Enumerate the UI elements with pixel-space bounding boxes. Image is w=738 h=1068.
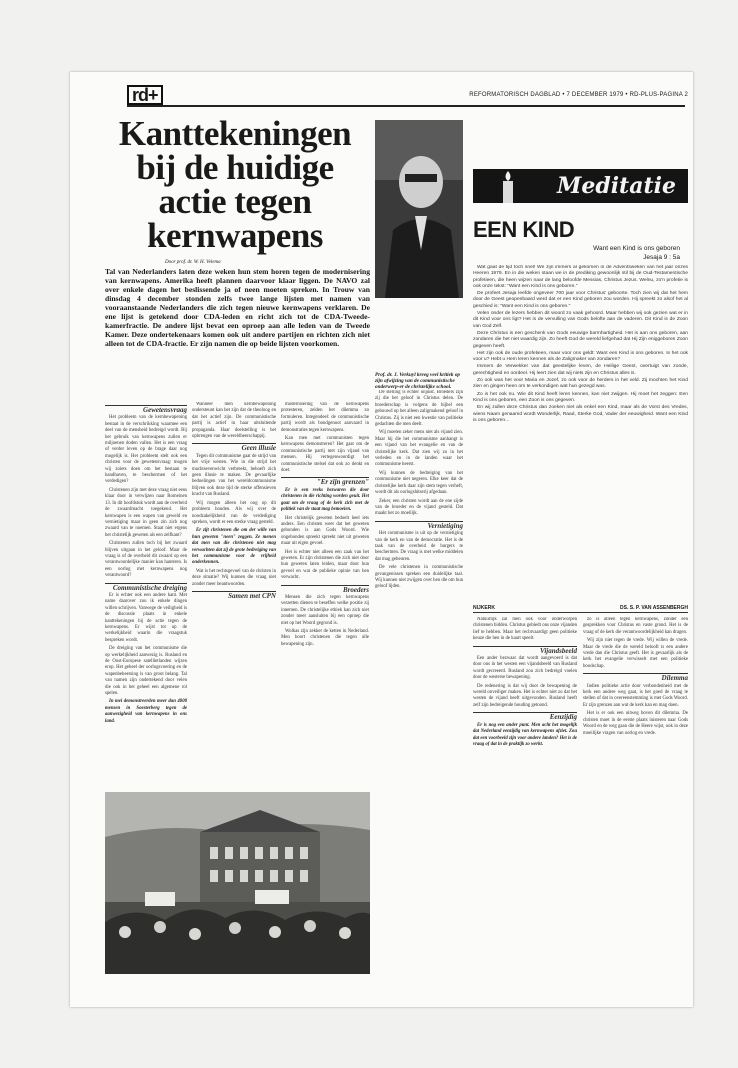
signature-place: NIJKERK [473,605,495,611]
paragraph: Christenen zullen toch bij het zwaard blijven uitgaan in het geloof. Maar de vraag is of de overheid dit zwaard op een verantwoordelijke manier kan hanteren. Is een oorlog met kernwapens nog verantwoord? [105,541,187,579]
paragraph: Zo ook was het voor Maria en Jozef, zo ook voor de herders in het veld. Zij mochten het Kind zien en gingen heen om te verkondigen wat hun gezegd was. [473,378,688,390]
subhead-dilemma: Dilemma [583,673,688,681]
paragraph: modernisering van de kernwapens protesteren, zelden het dilemma zo formuleren. Integendeel: de communistische partij wordt als bondgenoot aanvaard in demonstraties tegen kernwapens. [281,402,369,433]
paragraph: Er zijt christenen die om der wille van hun geweten "neen" zeggen. Ze menen dat men van die christenen niet mag verwachten dat zij de grote bedreiging van het communisme voor de vrijheid onderkennen. [192,528,276,566]
paragraph: Wij moeten zeker mens niet als vijand zien. Maar hij die het communisme aanhangt is een vijand van het evangelie en van de christelijke kerk. Dat zien wij zo in het verleden en in de landen waar het communisme heerst. [375,430,463,468]
paragraph: Indien politieke actie door verbondenheid met de kerk een andere weg gaat, is het goed de vraag te stellen of dat in overeenstemming is met Gods Woord. Er zijn grenzen aan wat de kerk kan en mag doen. [583,683,688,708]
paragraph: Kan men met communisten tegen kernwapens demonstreren? Het gaat om de communistische partij met zijn vijand van mensen. Hij vertegenwoordigt het communistische stelsel dat ook zo denkt en doet. [281,436,369,474]
paragraph: Het is er ook een uitweg boven dit dilemma. De christen moet in de eerste plaats luisteren naar Gods Woord en de weg gaan die de Heere wijst, ook in deze moeilijke vragen van oorlog en vrede. [583,711,688,736]
header-rule [127,105,685,107]
rally-photo-image [105,792,370,974]
paragraph: Wij mogen alleen het oog op dit probleem houden. Als wij over de noodzakelijkheid van de verdediging spreken, wordt er een sterke vraag gesteld. [192,500,276,525]
professor-caption: Prof. dr. J. Verkuyl kreeg veel kritiek op zijn afwijzing van de communistische onderwerp-er de christelijke school. [375,372,461,391]
meditatie-verse [480,244,680,262]
paragraph: Het zijn ook de oude profetieen, maar voor ons geldt: Want een Kind is ons geboren. Is het ook voor u? Hebt u Hem leren kennen als de Zaligmaker van zondaren? [473,350,688,363]
paragraph: Christenen zijn met deze vraag niet eens klaar door in verwijzen naar Romeinen 13. In dit hoofdstuk wordt aan de overheid de zwaardmacht toegekend. Het kernwapen is een wapen van geweld en vernietiging maar in geen zin zich nog zwaard van te noemen. Staat niet ergens het christelijk geweten als een zelfkant? [105,487,187,538]
professor-photo-image [375,120,463,298]
paragraph: Er is een reeks bezwaren die door christenen in die richting worden geuit. Het gaat om de vraag of de kerk zich met de politiek van de staat mag bemoeien. [281,487,369,513]
professor-photo [375,120,463,298]
logo-text: rd+ [127,85,163,105]
rally-photo [105,792,370,974]
paragraph: De stelling is echter onjuist. Broeders zijn zij die het geloof in Christus delen. De broederschap is volgens de bijbel een gebouwd op het alleen zaligmakend geloof in Christus. Zij is niet een kwestie van politieke gedachten die men deelt. [375,390,463,428]
subhead-eenzijdig: Eenzijdig [473,712,577,720]
article-column-5 [473,617,577,997]
paragraph: Wij kunnen de bedreiging van het communisme niet negeren. Elke keer dat de christelijke kerk daar zijn stem tegen verheft, wordt dit als oorlogshitserij afgedaan. [375,470,463,496]
paragraph: Het communisme is uit op de vernietiging van de kerk en van de democratie. Het is de taak van de overheid de burgers te beschermen. De vraag is met welke middelen dat mag gebeuren. [375,531,463,562]
subhead-vijandsbeeld: Vijandsbeeld [473,646,577,654]
subhead-geen-illusie: Geen illusie [192,443,276,451]
article-byline: Door prof. dr. W. H. Velema [165,260,221,265]
meditatie-signature [473,605,688,611]
article-column-1 [105,402,187,762]
paragraph: Tegen dit communisme gaat de strijd van het vrije westen. Wie in die strijd het machtsevenwicht verbreekt, behoeft zich geen illusie te maken. De gevaarlijke bedoelingen van het wereldcommunisme blijven ook deze tijd de sterke offensieven kracht van Rusland. [192,453,276,498]
paragraph: Natuurlijk zal men ook voor onderworpen christenen bidden. Christus gebiedt ons onze vijanden lief te hebben. Maar het rechtvaardigt geen politieke keuze die hen in de kaart speelt. [473,617,577,642]
article-headline: Kanttekeningen bij de huidige actie tegen kernwapens [118,114,352,255]
subhead-broeders: Broeders [281,585,369,593]
paragraph: De profeet Jesaja leefde ongeveer 700 jaar voor Christus' geboorte. Toch zien wij dat het hem door de Geest geopenbaard werd dat er een Kind geboren zou worden. Hij spreekt zo alsof het al geschied is: "Want een Kind is ons geboren." [473,291,688,309]
meditatie-title: EEN KIND [473,217,575,242]
paragraph: Deze Christus is een geschenk van Gods eeuwige barmhartigheid. Het is aan ons geboren, aan zondaren die het niet waardig zijn. Zo heeft God de wereld liefgehad dat Hij Zijn eniggeboren Zoon gegeven heeft. [473,330,688,349]
candle-icon [481,169,541,203]
page-header-meta: REFORMATORISCH DAGBLAD • 7 DECEMBER 1979 • RD-PLUS-PAGINA 2 [469,92,688,98]
subhead-samen-met-cpn: Samen met CPN [192,591,276,599]
newspaper-page [70,72,693,1007]
paragraph: Wolkas zijn zekker de ketten in Nederland. Men hoort christenen die tegen alle bewapening zijn. [281,629,369,647]
paragraph: Velen onder de lezers hebben dit woord zo vaak gehoord. Maar hebben wij ook gezien wat er in dit Kind voor ons ligt? Het is de vervulling van Gods belofte aan de vaderen. Dit Kind is de Zoon van God Zelf. [473,311,688,329]
subhead-communistische-dreiging: Communistische dreiging [105,583,187,591]
subhead-er-zijn-grenzen: "Er zijn grenzen" [281,477,369,485]
article-column-2 [192,402,276,787]
meditatie-banner [473,169,688,203]
paragraph: Wat gaat de tijd toch snel! We zijn immers al gekomen in de Adventsweken van het jaar onzes Heeren 1979. En in die weken staan we in de prediking gewoonlijk stil bij de Oud-Testamentische profetieen, die heen wijzen naar de lang beloofde Messias, Christus Jezus. Welnu, zo'n profetie is ook onze tekst: "Want een Kind is ons geboren." [473,265,688,289]
subhead-gewetensvraag: Gewetensvraag [105,405,187,413]
meditatie-separator [473,612,688,613]
paragraph: Mensen die zich tegen kernwapens verzetten dienen te beseffen welke positie zij innemen. De christelijke ethiek kan zich niet zonder meer aansluiten bij een oproep die niet op het Woord gegrond is. [281,594,369,626]
paragraph: De redenering is dat wij door de bewapening de wereld onveiliger maken. Het is echter niet zo dat het westen de vijand heeft uitgevonden. Rusland heeft zelf zijn bedreigende houding getoond. [473,683,577,708]
paragraph: Het is echter niet alleen een zaak van het geweten. Er zijn christenen die zich niet door hun geweten laten leiden, maar door hun gevoel en wat de publieke opinie van hen verwacht. [281,549,369,581]
paragraph: Immers de Verwekker van dat geestelijke leven, de Heilige Geest, overtuigt van zonde, gerechtigheid en oordeel. Hij leert zien dat wij niets zijn en Christus alles is. [473,364,688,376]
signature-author: DS. S. P. VAN ASSENBERGH [620,605,688,611]
paragraph: Zeker, een christen wordt aan de ene zijde van de broeder en de vijand gesteld. Dat maakt het zo moeilijk. [375,498,463,517]
article-intro: Tal van Nederlanders laten deze weken hun stem horen tegen de modernisering van kernwapens. Amerika heeft plannen daarvoor klaar liggen. De NAVO zal over enkele dagen het beslissende ja of neen moeten spreken. In Trouw van dinsdag 4 december stonden zelfs twee lange lijsten met namen van vooraanstaande Nederlanders die zich tegen nieuwe kernwapens verklaren. De ene lijst is getekend door CDA-leden en richt zich tot de CDA-Tweede-kamerfractie. De andere lijst bevat een oproep aan alle leden van de Tweede Kamer. Deze ondertekenaars komen ook uit andere partijen en richten zich niet alleen tot de CDA-fractie. Er zijn namen die op beide lijsten voorkomen. [105,267,370,348]
meditatie-banner-title: Meditatie [556,173,676,199]
paragraph: Er is echter ook een andere kant. Met name daarover zou ik enkele dingen willen schrijven. Vanwege de veiligheid is de discussie plaats in enkele kanttekeningen bij de actie tegen de kernwapens. Er wijst tot op de werkelijkheid waarin die vraagstuk bespreken wordt. [105,592,187,643]
meditatie-body [473,265,688,595]
rally-caption: In mei demonstreerden meer dan 4000 mensen in Soesterberg tegen de aanwezigheid van kernwapens in ons land. [105,699,187,724]
paragraph: Het christelijk geweten bedoelt heel iets anders. Een christen weet dat het geweten gebonden is aan Gods Woord. Wie ongebonden spreekt spreekt niet uit geweten maar uit eigen gevoel. [281,515,369,547]
paragraph: Het probleem van de kernbewapening bestaat in de verschrikking waarmee een deel van de mensheid bedreigd wordt. Bij het gebruik van kernwapens zullen er miljoenen doden vallen. Het is een vraag of verder leven op de brage daar nog mogelijk is. Het probleem stelt ook een christen voor de gewetensvraag: mogen wij zoiets doen om het bestaan te handhaven, te beschermen of het verdedigen? [105,415,187,485]
subhead-vernietiging: Vernietiging [375,521,463,529]
paragraph: Zo is het ook nu. Wie dit Kind heeft leren kennen, kan niet zwijgen. Hij moet het zeggen: Een Kind is ons geboren, een Zoon is ons gegeven. [473,391,688,403]
paragraph: Wat is het rechtsgevoel van de christen in deze situatie? Wij kunnen die vraag niet zonder meer beantwoorden. [192,568,276,587]
paragraph: Wanneer men kernbewapening ondersteunt kan het zijn dat de theoloog en dat het actief zijn. De communistische partij is actief in haar uitsluitende propaganda. Haar doelstelling is het opbrengen van de wereldheerschappij. [192,402,276,440]
article-column-6 [583,617,688,997]
verse-line: Want een Kind is ons geboren [593,245,680,252]
paragraph: En wij zullen deze Christus dan zoeken niet als enkel een Kind, maar als de Vorst des Vredes, wiens Naam genaamd wordt Wonderlijk, Raad, Sterke God, Vader der eeuwigheid. Want een Kind is ons geboren... [473,405,688,423]
paragraph: Er is nog een ander punt. Men acht het mogelijk dat Nederland eenzijdig van kernwapens afziet. Zou dat een voorbeeld zijn voor andere landen? Het is de vraag of dat in de praktijk zo werkt. [473,722,577,747]
paragraph: Wij zijn niet tegen de vrede. Wij willen de vrede. Maar de vrede die de wereld belooft is een andere vrede dan die Christus geeft. Het is gevaarlijk als de kerk het evangelie verwisselt met een politieke boodschap. [583,638,688,669]
verse-reference: Jesaja 9 : 5a [643,254,680,261]
rd-plus-logo [127,85,191,105]
article-column-3 [281,402,369,787]
paragraph: zo is alleen tegen kernwapens, zonder een gesprekken voor Christus en vaste grond. Het is de vraag of de kerk die verantwoordelijkheid kan dragen. [583,617,688,635]
article-column-4 [375,390,463,785]
paragraph: Een ander bezwaar dat wordt aangevoerd is dat door ons in het westen een vijandsbeeld van Rusland wordt gecreeerd. Rusland zou zich bedreigd voelen door de westerse bewapening. [473,656,577,681]
paragraph: De vele christenen in communistische gevangenissen spreken een duidelijke taal. Wij kunnen niet zwijgen over hen die om hun geloof lijden. [375,565,463,590]
paragraph: De dreiging van het communisme die op werkelijkheid aanwezig is. Rusland en de Oost-Europese satellietlanden wijzen erop. Het geheel der oorlogsvoering en de wapenbeheersing is van groot belang. Tal van namen zijn ondertekend door velen die ook in het geheel een algemene rol spelen. [105,646,187,697]
